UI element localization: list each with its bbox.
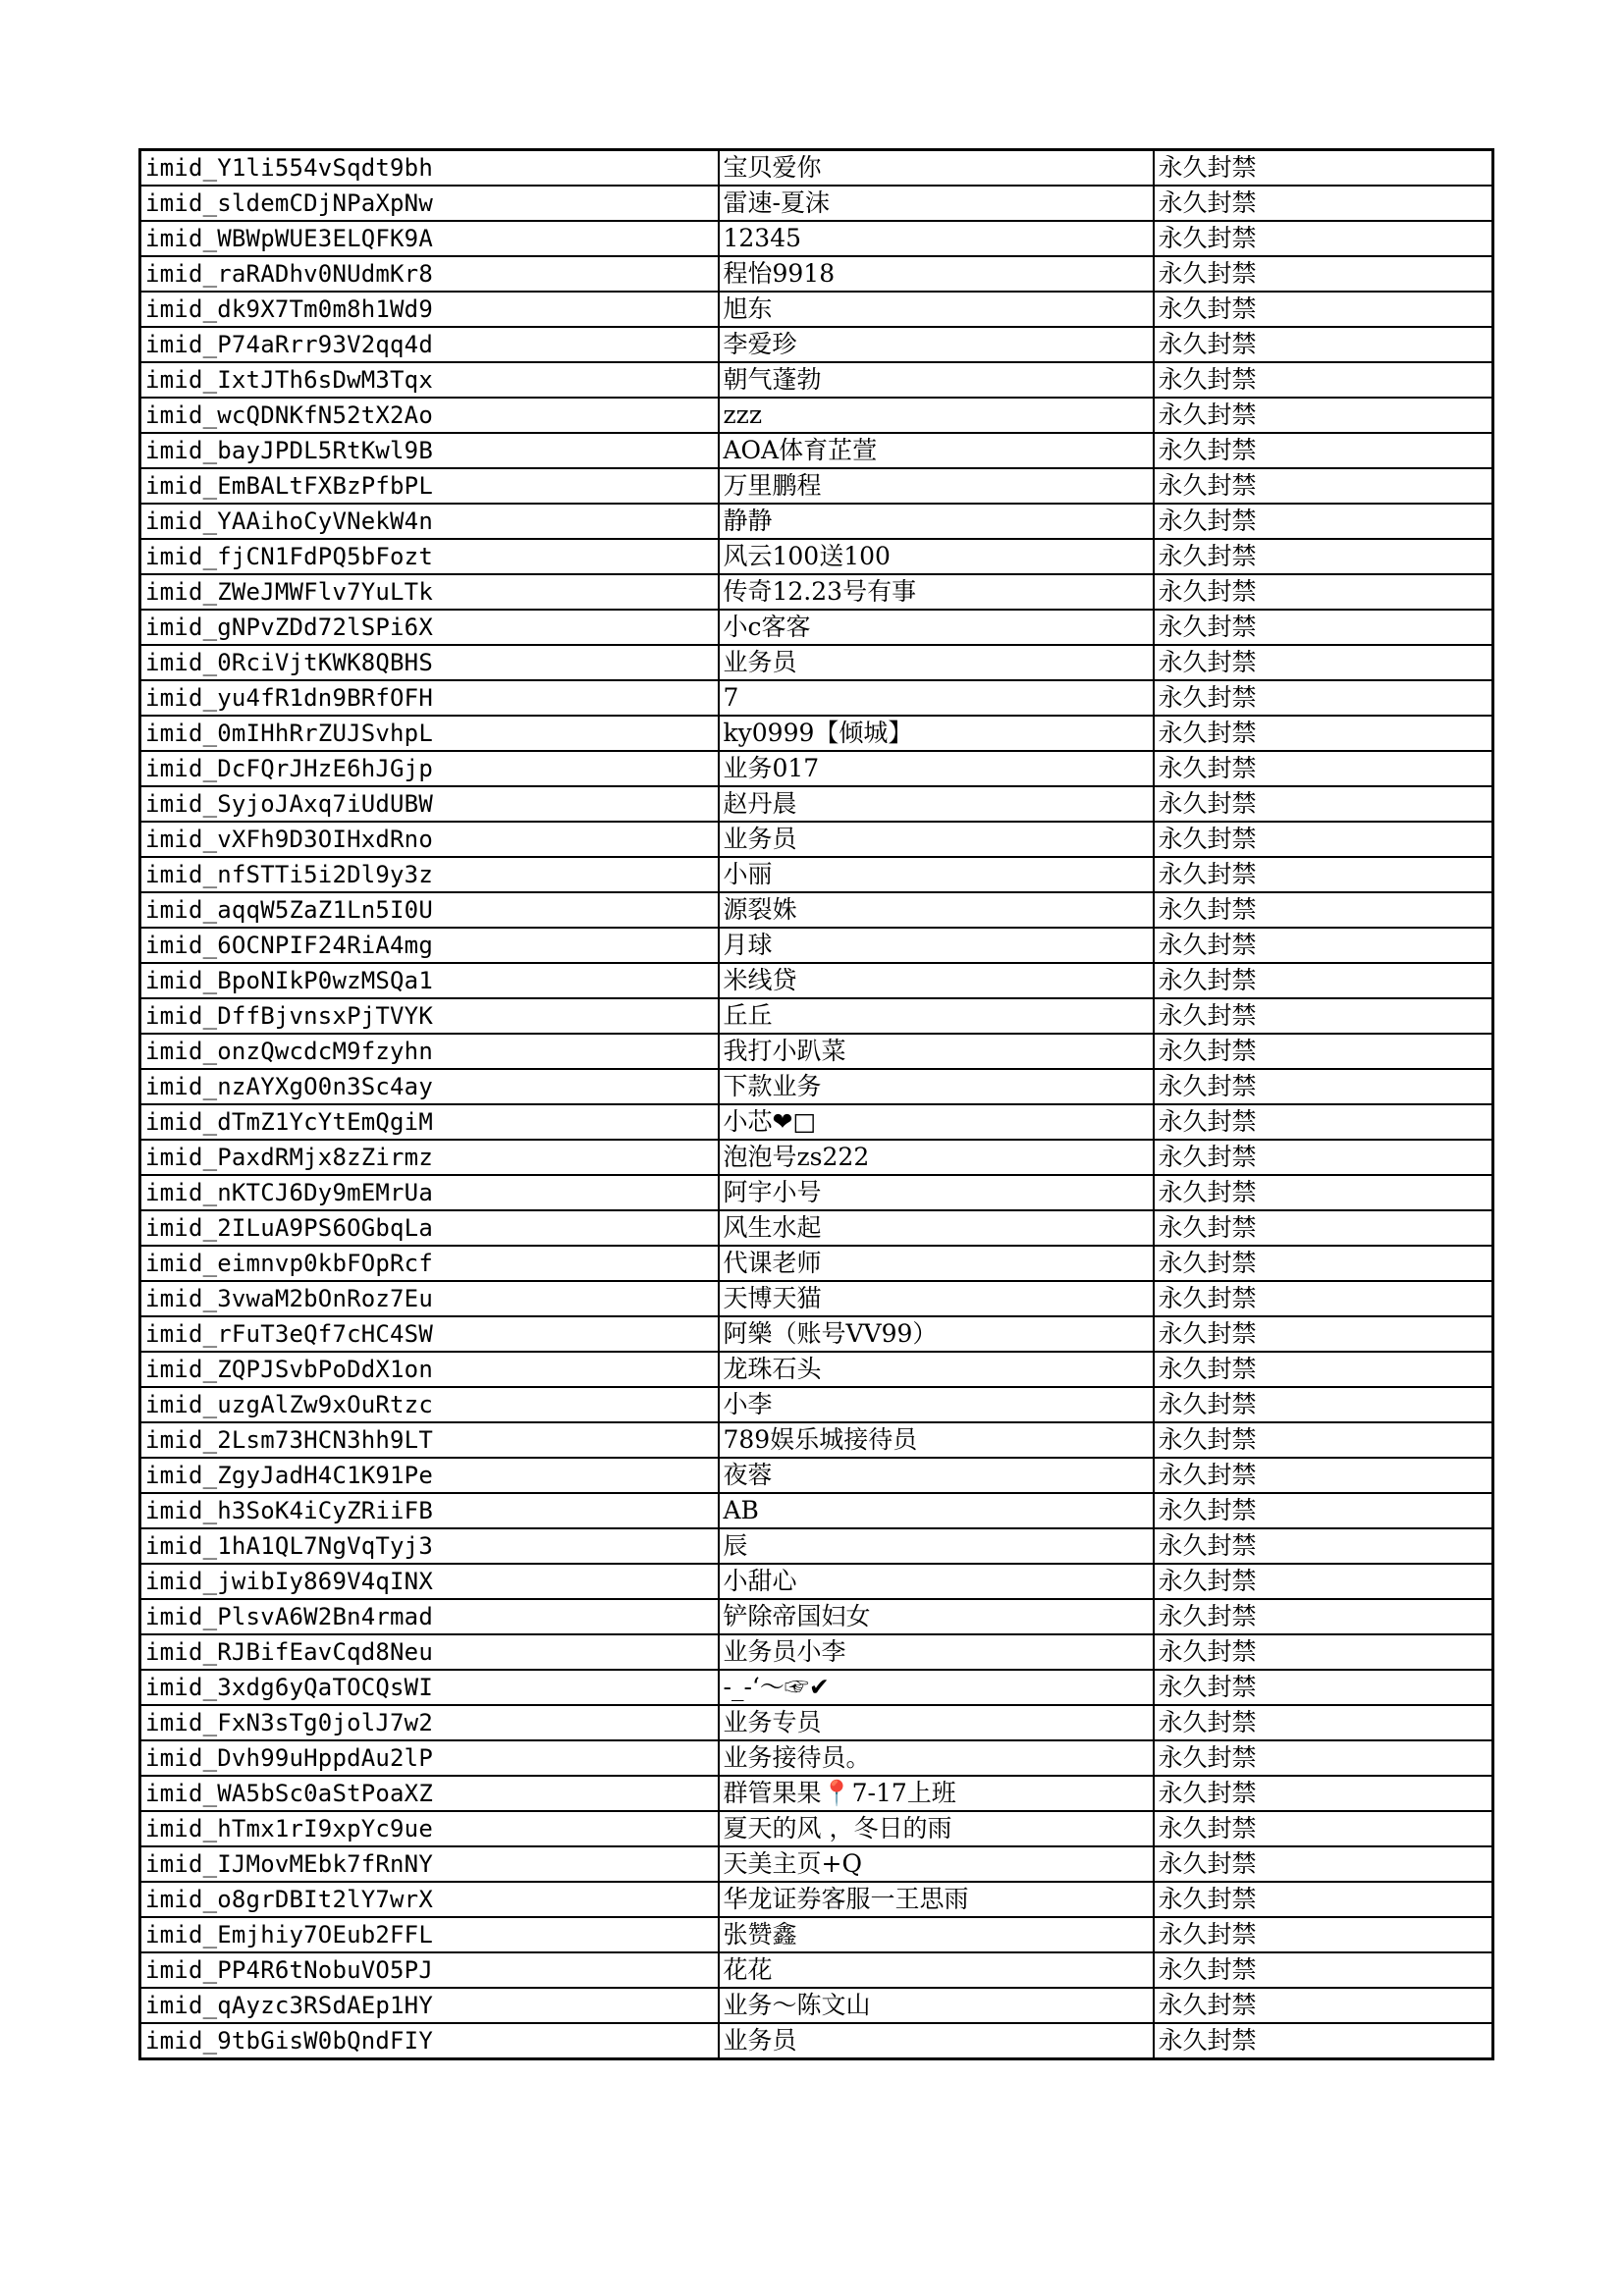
table-row bbox=[140, 1670, 1493, 1705]
table-row bbox=[140, 468, 1493, 504]
nickname-cell: 张赞鑫 bbox=[719, 1917, 1154, 1952]
user-id-cell: imid_2Lsm73HCN3hh9LT bbox=[140, 1422, 719, 1458]
ban-status-cell: 永久封禁 bbox=[1154, 680, 1493, 716]
user-id-cell: imid_0RciVjtKWK8QBHS bbox=[140, 645, 719, 680]
table-row bbox=[140, 539, 1493, 574]
table-row bbox=[140, 1352, 1493, 1387]
user-id-cell: imid_P74aRrr93V2qq4d bbox=[140, 327, 719, 362]
user-id-cell: imid_9tbGisW0bQndFIY bbox=[140, 2023, 719, 2059]
user-id-cell: imid_fjCN1FdPQ5bFozt bbox=[140, 539, 719, 574]
nickname-cell: 传奇12.23号有事 bbox=[719, 574, 1154, 610]
table-row bbox=[140, 716, 1493, 751]
table-row bbox=[140, 1882, 1493, 1917]
nickname-cell: 龙珠石头 bbox=[719, 1352, 1154, 1387]
table-row bbox=[140, 150, 1493, 187]
ban-status-cell: 永久封禁 bbox=[1154, 1846, 1493, 1882]
ban-status-cell: 永久封禁 bbox=[1154, 1952, 1493, 1988]
table-row bbox=[140, 2023, 1493, 2059]
ban-status-cell: 永久封禁 bbox=[1154, 292, 1493, 327]
ban-status-cell: 永久封禁 bbox=[1154, 150, 1493, 187]
ban-status-cell: 永久封禁 bbox=[1154, 1599, 1493, 1634]
table-row bbox=[140, 186, 1493, 221]
nickname-cell: 程怡9918 bbox=[719, 256, 1154, 292]
ban-status-cell: 永久封禁 bbox=[1154, 1140, 1493, 1175]
table-row bbox=[140, 1599, 1493, 1634]
user-id-cell: imid_dk9X7Tm0m8h1Wd9 bbox=[140, 292, 719, 327]
user-id-cell: imid_Emjhiy7OEub2FFL bbox=[140, 1917, 719, 1952]
nickname-cell: 业务员 bbox=[719, 822, 1154, 857]
table-row bbox=[140, 1740, 1493, 1776]
user-id-cell: imid_yu4fR1dn9BRfOFH bbox=[140, 680, 719, 716]
user-id-cell: imid_qAyzc3RSdAEp1HY bbox=[140, 1988, 719, 2023]
nickname-cell: 业务接待员。 bbox=[719, 1740, 1154, 1776]
user-id-cell: imid_nKTCJ6Dy9mEMrUa bbox=[140, 1175, 719, 1210]
user-id-cell: imid_nfSTTi5i2Dl9y3z bbox=[140, 857, 719, 892]
table-row bbox=[140, 256, 1493, 292]
ban-status-cell: 永久封禁 bbox=[1154, 1210, 1493, 1246]
user-id-cell: imid_sldemCDjNPaXpNw bbox=[140, 186, 719, 221]
user-id-cell: imid_FxN3sTg0jolJ7w2 bbox=[140, 1705, 719, 1740]
ban-status-cell: 永久封禁 bbox=[1154, 1281, 1493, 1316]
user-id-cell: imid_aqqW5ZaZ1Ln5I0U bbox=[140, 892, 719, 928]
user-id-cell: imid_2ILuA9PS6OGbqLa bbox=[140, 1210, 719, 1246]
nickname-cell: 业务专员 bbox=[719, 1705, 1154, 1740]
user-id-cell: imid_WA5bSc0aStPoaXZ bbox=[140, 1776, 719, 1811]
user-id-cell: imid_o8grDBIt2lY7wrX bbox=[140, 1882, 719, 1917]
user-id-cell: imid_IxtJTh6sDwM3Tqx bbox=[140, 362, 719, 398]
user-id-cell: imid_nzAYXgO0n3Sc4ay bbox=[140, 1069, 719, 1104]
table-row bbox=[140, 1034, 1493, 1069]
table-row bbox=[140, 751, 1493, 786]
table-row bbox=[140, 1493, 1493, 1528]
table-row bbox=[140, 680, 1493, 716]
nickname-cell: 夏天的风 ，冬日的雨 bbox=[719, 1811, 1154, 1846]
table-row bbox=[140, 292, 1493, 327]
user-id-cell: imid_YAAihoCyVNekW4n bbox=[140, 504, 719, 539]
table-row bbox=[140, 1776, 1493, 1811]
nickname-cell: 小c客客 bbox=[719, 610, 1154, 645]
nickname-cell: 李爱珍 bbox=[719, 327, 1154, 362]
ban-status-cell: 永久封禁 bbox=[1154, 1422, 1493, 1458]
table-row bbox=[140, 1104, 1493, 1140]
user-id-cell: imid_hTmx1rI9xpYc9ue bbox=[140, 1811, 719, 1846]
ban-status-cell: 永久封禁 bbox=[1154, 398, 1493, 433]
nickname-cell: 业务017 bbox=[719, 751, 1154, 786]
user-id-cell: imid_6OCNPIF24RiA4mg bbox=[140, 928, 719, 963]
ban-status-cell: 永久封禁 bbox=[1154, 1458, 1493, 1493]
nickname-cell: 华龙证券客服一王思雨 bbox=[719, 1882, 1154, 1917]
table-row bbox=[140, 928, 1493, 963]
nickname-cell: 业务员 bbox=[719, 645, 1154, 680]
ban-status-cell: 永久封禁 bbox=[1154, 1670, 1493, 1705]
nickname-cell: 群管果果📍7-17上班 bbox=[719, 1776, 1154, 1811]
ban-status-cell: 永久封禁 bbox=[1154, 645, 1493, 680]
nickname-cell: 业务员 bbox=[719, 2023, 1154, 2059]
ban-status-cell: 永久封禁 bbox=[1154, 892, 1493, 928]
nickname-cell: 下款业务 bbox=[719, 1069, 1154, 1104]
ban-status-cell: 永久封禁 bbox=[1154, 963, 1493, 998]
table-row bbox=[140, 433, 1493, 468]
ban-status-cell: 永久封禁 bbox=[1154, 998, 1493, 1034]
ban-status-cell: 永久封禁 bbox=[1154, 1634, 1493, 1670]
nickname-cell: 12345 bbox=[719, 221, 1154, 256]
nickname-cell: 阿宇小号 bbox=[719, 1175, 1154, 1210]
table-row bbox=[140, 1564, 1493, 1599]
table-row bbox=[140, 610, 1493, 645]
table-row bbox=[140, 221, 1493, 256]
nickname-cell: 代课老师 bbox=[719, 1246, 1154, 1281]
table-row bbox=[140, 645, 1493, 680]
user-id-cell: imid_vXFh9D3OIHxdRno bbox=[140, 822, 719, 857]
ban-status-cell: 永久封禁 bbox=[1154, 1776, 1493, 1811]
table-row bbox=[140, 1210, 1493, 1246]
nickname-cell: 赵丹晨 bbox=[719, 786, 1154, 822]
ban-status-cell: 永久封禁 bbox=[1154, 1740, 1493, 1776]
nickname-cell: 风云100送100 bbox=[719, 539, 1154, 574]
table-row bbox=[140, 1140, 1493, 1175]
user-id-cell: imid_WBWpWUE3ELQFK9A bbox=[140, 221, 719, 256]
user-id-cell: imid_PaxdRMjx8zZirmz bbox=[140, 1140, 719, 1175]
user-id-cell: imid_ZgyJadH4C1K91Pe bbox=[140, 1458, 719, 1493]
nickname-cell: 7 bbox=[719, 680, 1154, 716]
table-row bbox=[140, 504, 1493, 539]
ban-status-cell: 永久封禁 bbox=[1154, 751, 1493, 786]
ban-status-cell: 永久封禁 bbox=[1154, 786, 1493, 822]
ban-status-cell: 永久封禁 bbox=[1154, 1705, 1493, 1740]
nickname-cell: 阿樂（账号VV99） bbox=[719, 1316, 1154, 1352]
user-id-cell: imid_SyjoJAxq7iUdUBW bbox=[140, 786, 719, 822]
ban-status-cell: 永久封禁 bbox=[1154, 1988, 1493, 2023]
table-row bbox=[140, 1422, 1493, 1458]
user-id-cell: imid_EmBALtFXBzPfbPL bbox=[140, 468, 719, 504]
nickname-cell: 旭东 bbox=[719, 292, 1154, 327]
nickname-cell: 夜蓉 bbox=[719, 1458, 1154, 1493]
ban-status-cell: 永久封禁 bbox=[1154, 1882, 1493, 1917]
ban-status-cell: 永久封禁 bbox=[1154, 1104, 1493, 1140]
ban-status-cell: 永久封禁 bbox=[1154, 362, 1493, 398]
user-id-cell: imid_BpoNIkP0wzMSQa1 bbox=[140, 963, 719, 998]
nickname-cell: 源裂姝 bbox=[719, 892, 1154, 928]
user-id-cell: imid_uzgAlZw9xOuRtzc bbox=[140, 1387, 719, 1422]
ban-status-cell: 永久封禁 bbox=[1154, 1917, 1493, 1952]
user-id-cell: imid_DffBjvnsxPjTVYK bbox=[140, 998, 719, 1034]
user-id-cell: imid_RJBifEavCqd8Neu bbox=[140, 1634, 719, 1670]
table-row bbox=[140, 1458, 1493, 1493]
table-row bbox=[140, 1246, 1493, 1281]
nickname-cell: 月球 bbox=[719, 928, 1154, 963]
nickname-cell: -_-‘～☞✔ bbox=[719, 1670, 1154, 1705]
ban-status-cell: 永久封禁 bbox=[1154, 1811, 1493, 1846]
nickname-cell: 朝气蓬勃 bbox=[719, 362, 1154, 398]
table-row bbox=[140, 786, 1493, 822]
nickname-cell: 小甜心 bbox=[719, 1564, 1154, 1599]
ban-status-cell: 永久封禁 bbox=[1154, 256, 1493, 292]
user-id-cell: imid_raRADhv0NUdmKr8 bbox=[140, 256, 719, 292]
user-id-cell: imid_gNPvZDd72lSPi6X bbox=[140, 610, 719, 645]
nickname-cell: 米线贷 bbox=[719, 963, 1154, 998]
ban-status-cell: 永久封禁 bbox=[1154, 1528, 1493, 1564]
ban-status-cell: 永久封禁 bbox=[1154, 822, 1493, 857]
table-row bbox=[140, 1387, 1493, 1422]
user-id-cell: imid_dTmZ1YcYtEmQgiM bbox=[140, 1104, 719, 1140]
nickname-cell: 辰 bbox=[719, 1528, 1154, 1564]
ban-status-cell: 永久封禁 bbox=[1154, 1034, 1493, 1069]
table-row bbox=[140, 398, 1493, 433]
nickname-cell: 花花 bbox=[719, 1952, 1154, 1988]
table-row bbox=[140, 1917, 1493, 1952]
ban-status-cell: 永久封禁 bbox=[1154, 504, 1493, 539]
table-row bbox=[140, 1952, 1493, 1988]
user-id-cell: imid_eimnvp0kbFOpRcf bbox=[140, 1246, 719, 1281]
nickname-cell: zzz bbox=[719, 398, 1154, 433]
nickname-cell: AOA体育芷萱 bbox=[719, 433, 1154, 468]
user-id-cell: imid_bayJPDL5RtKwl9B bbox=[140, 433, 719, 468]
user-id-cell: imid_DcFQrJHzE6hJGjp bbox=[140, 751, 719, 786]
user-id-cell: imid_PP4R6tNobuVO5PJ bbox=[140, 1952, 719, 1988]
nickname-cell: 静静 bbox=[719, 504, 1154, 539]
user-id-cell: imid_3xdg6yQaTOCQsWI bbox=[140, 1670, 719, 1705]
nickname-cell: AB bbox=[719, 1493, 1154, 1528]
table-row bbox=[140, 1811, 1493, 1846]
user-id-cell: imid_0mIHhRrZUJSvhpL bbox=[140, 716, 719, 751]
user-id-cell: imid_h3SoK4iCyZRiiFB bbox=[140, 1493, 719, 1528]
table-row bbox=[140, 892, 1493, 928]
user-id-cell: imid_ZQPJSvbPoDdX1on bbox=[140, 1352, 719, 1387]
table-body bbox=[140, 150, 1493, 2059]
nickname-cell: 789娱乐城接待员 bbox=[719, 1422, 1154, 1458]
table-row bbox=[140, 1634, 1493, 1670]
user-id-cell: imid_1hA1QL7NgVqTyj3 bbox=[140, 1528, 719, 1564]
nickname-cell: 小丽 bbox=[719, 857, 1154, 892]
table-row bbox=[140, 1988, 1493, 2023]
ban-status-cell: 永久封禁 bbox=[1154, 1493, 1493, 1528]
table-row bbox=[140, 327, 1493, 362]
nickname-cell: 铲除帝国妇女 bbox=[719, 1599, 1154, 1634]
user-id-cell: imid_Dvh99uHppdAu2lP bbox=[140, 1740, 719, 1776]
user-id-cell: imid_Y1li554vSqdt9bh bbox=[140, 150, 719, 187]
nickname-cell: 天美主页+Q bbox=[719, 1846, 1154, 1882]
table-row bbox=[140, 822, 1493, 857]
table-row bbox=[140, 574, 1493, 610]
ban-status-cell: 永久封禁 bbox=[1154, 327, 1493, 362]
nickname-cell: 小李 bbox=[719, 1387, 1154, 1422]
nickname-cell: 小芯❤□ bbox=[719, 1104, 1154, 1140]
table-row bbox=[140, 963, 1493, 998]
ban-status-cell: 永久封禁 bbox=[1154, 539, 1493, 574]
user-id-cell: imid_jwibIy869V4qINX bbox=[140, 1564, 719, 1599]
table-row bbox=[140, 1281, 1493, 1316]
ban-status-cell: 永久封禁 bbox=[1154, 221, 1493, 256]
ban-status-cell: 永久封禁 bbox=[1154, 433, 1493, 468]
ban-status-cell: 永久封禁 bbox=[1154, 1387, 1493, 1422]
table-row bbox=[140, 857, 1493, 892]
nickname-cell: ky0999【倾城】 bbox=[719, 716, 1154, 751]
ban-status-cell: 永久封禁 bbox=[1154, 1069, 1493, 1104]
user-id-cell: imid_IJMovMEbk7fRnNY bbox=[140, 1846, 719, 1882]
ban-status-cell: 永久封禁 bbox=[1154, 1316, 1493, 1352]
ban-status-cell: 永久封禁 bbox=[1154, 716, 1493, 751]
ban-list-table bbox=[138, 148, 1494, 2060]
nickname-cell: 我打小趴菜 bbox=[719, 1034, 1154, 1069]
ban-status-cell: 永久封禁 bbox=[1154, 1352, 1493, 1387]
ban-status-cell: 永久封禁 bbox=[1154, 857, 1493, 892]
table-row bbox=[140, 1528, 1493, 1564]
nickname-cell: 丘丘 bbox=[719, 998, 1154, 1034]
user-id-cell: imid_onzQwcdcM9fzyhn bbox=[140, 1034, 719, 1069]
table-row bbox=[140, 1316, 1493, 1352]
user-id-cell: imid_wcQDNKfN52tX2Ao bbox=[140, 398, 719, 433]
ban-status-cell: 永久封禁 bbox=[1154, 574, 1493, 610]
ban-status-cell: 永久封禁 bbox=[1154, 1246, 1493, 1281]
table-row bbox=[140, 1846, 1493, 1882]
user-id-cell: imid_ZWeJMWFlv7YuLTk bbox=[140, 574, 719, 610]
nickname-cell: 雷速-夏沫 bbox=[719, 186, 1154, 221]
nickname-cell: 风生水起 bbox=[719, 1210, 1154, 1246]
nickname-cell: 天博天猫 bbox=[719, 1281, 1154, 1316]
ban-status-cell: 永久封禁 bbox=[1154, 928, 1493, 963]
table-row bbox=[140, 1175, 1493, 1210]
user-id-cell: imid_3vwaM2bOnRoz7Eu bbox=[140, 1281, 719, 1316]
nickname-cell: 泡泡号zs222 bbox=[719, 1140, 1154, 1175]
nickname-cell: 业务员小李 bbox=[719, 1634, 1154, 1670]
nickname-cell: 宝贝爱你 bbox=[719, 150, 1154, 187]
table-row bbox=[140, 998, 1493, 1034]
ban-status-cell: 永久封禁 bbox=[1154, 468, 1493, 504]
table-row bbox=[140, 362, 1493, 398]
table-row bbox=[140, 1069, 1493, 1104]
ban-status-cell: 永久封禁 bbox=[1154, 186, 1493, 221]
user-id-cell: imid_rFuT3eQf7cHC4SW bbox=[140, 1316, 719, 1352]
user-id-cell: imid_PlsvA6W2Bn4rmad bbox=[140, 1599, 719, 1634]
ban-status-cell: 永久封禁 bbox=[1154, 2023, 1493, 2059]
ban-status-cell: 永久封禁 bbox=[1154, 1564, 1493, 1599]
ban-status-cell: 永久封禁 bbox=[1154, 1175, 1493, 1210]
nickname-cell: 万里鹏程 bbox=[719, 468, 1154, 504]
ban-status-cell: 永久封禁 bbox=[1154, 610, 1493, 645]
table-row bbox=[140, 1705, 1493, 1740]
nickname-cell: 业务～陈文山 bbox=[719, 1988, 1154, 2023]
